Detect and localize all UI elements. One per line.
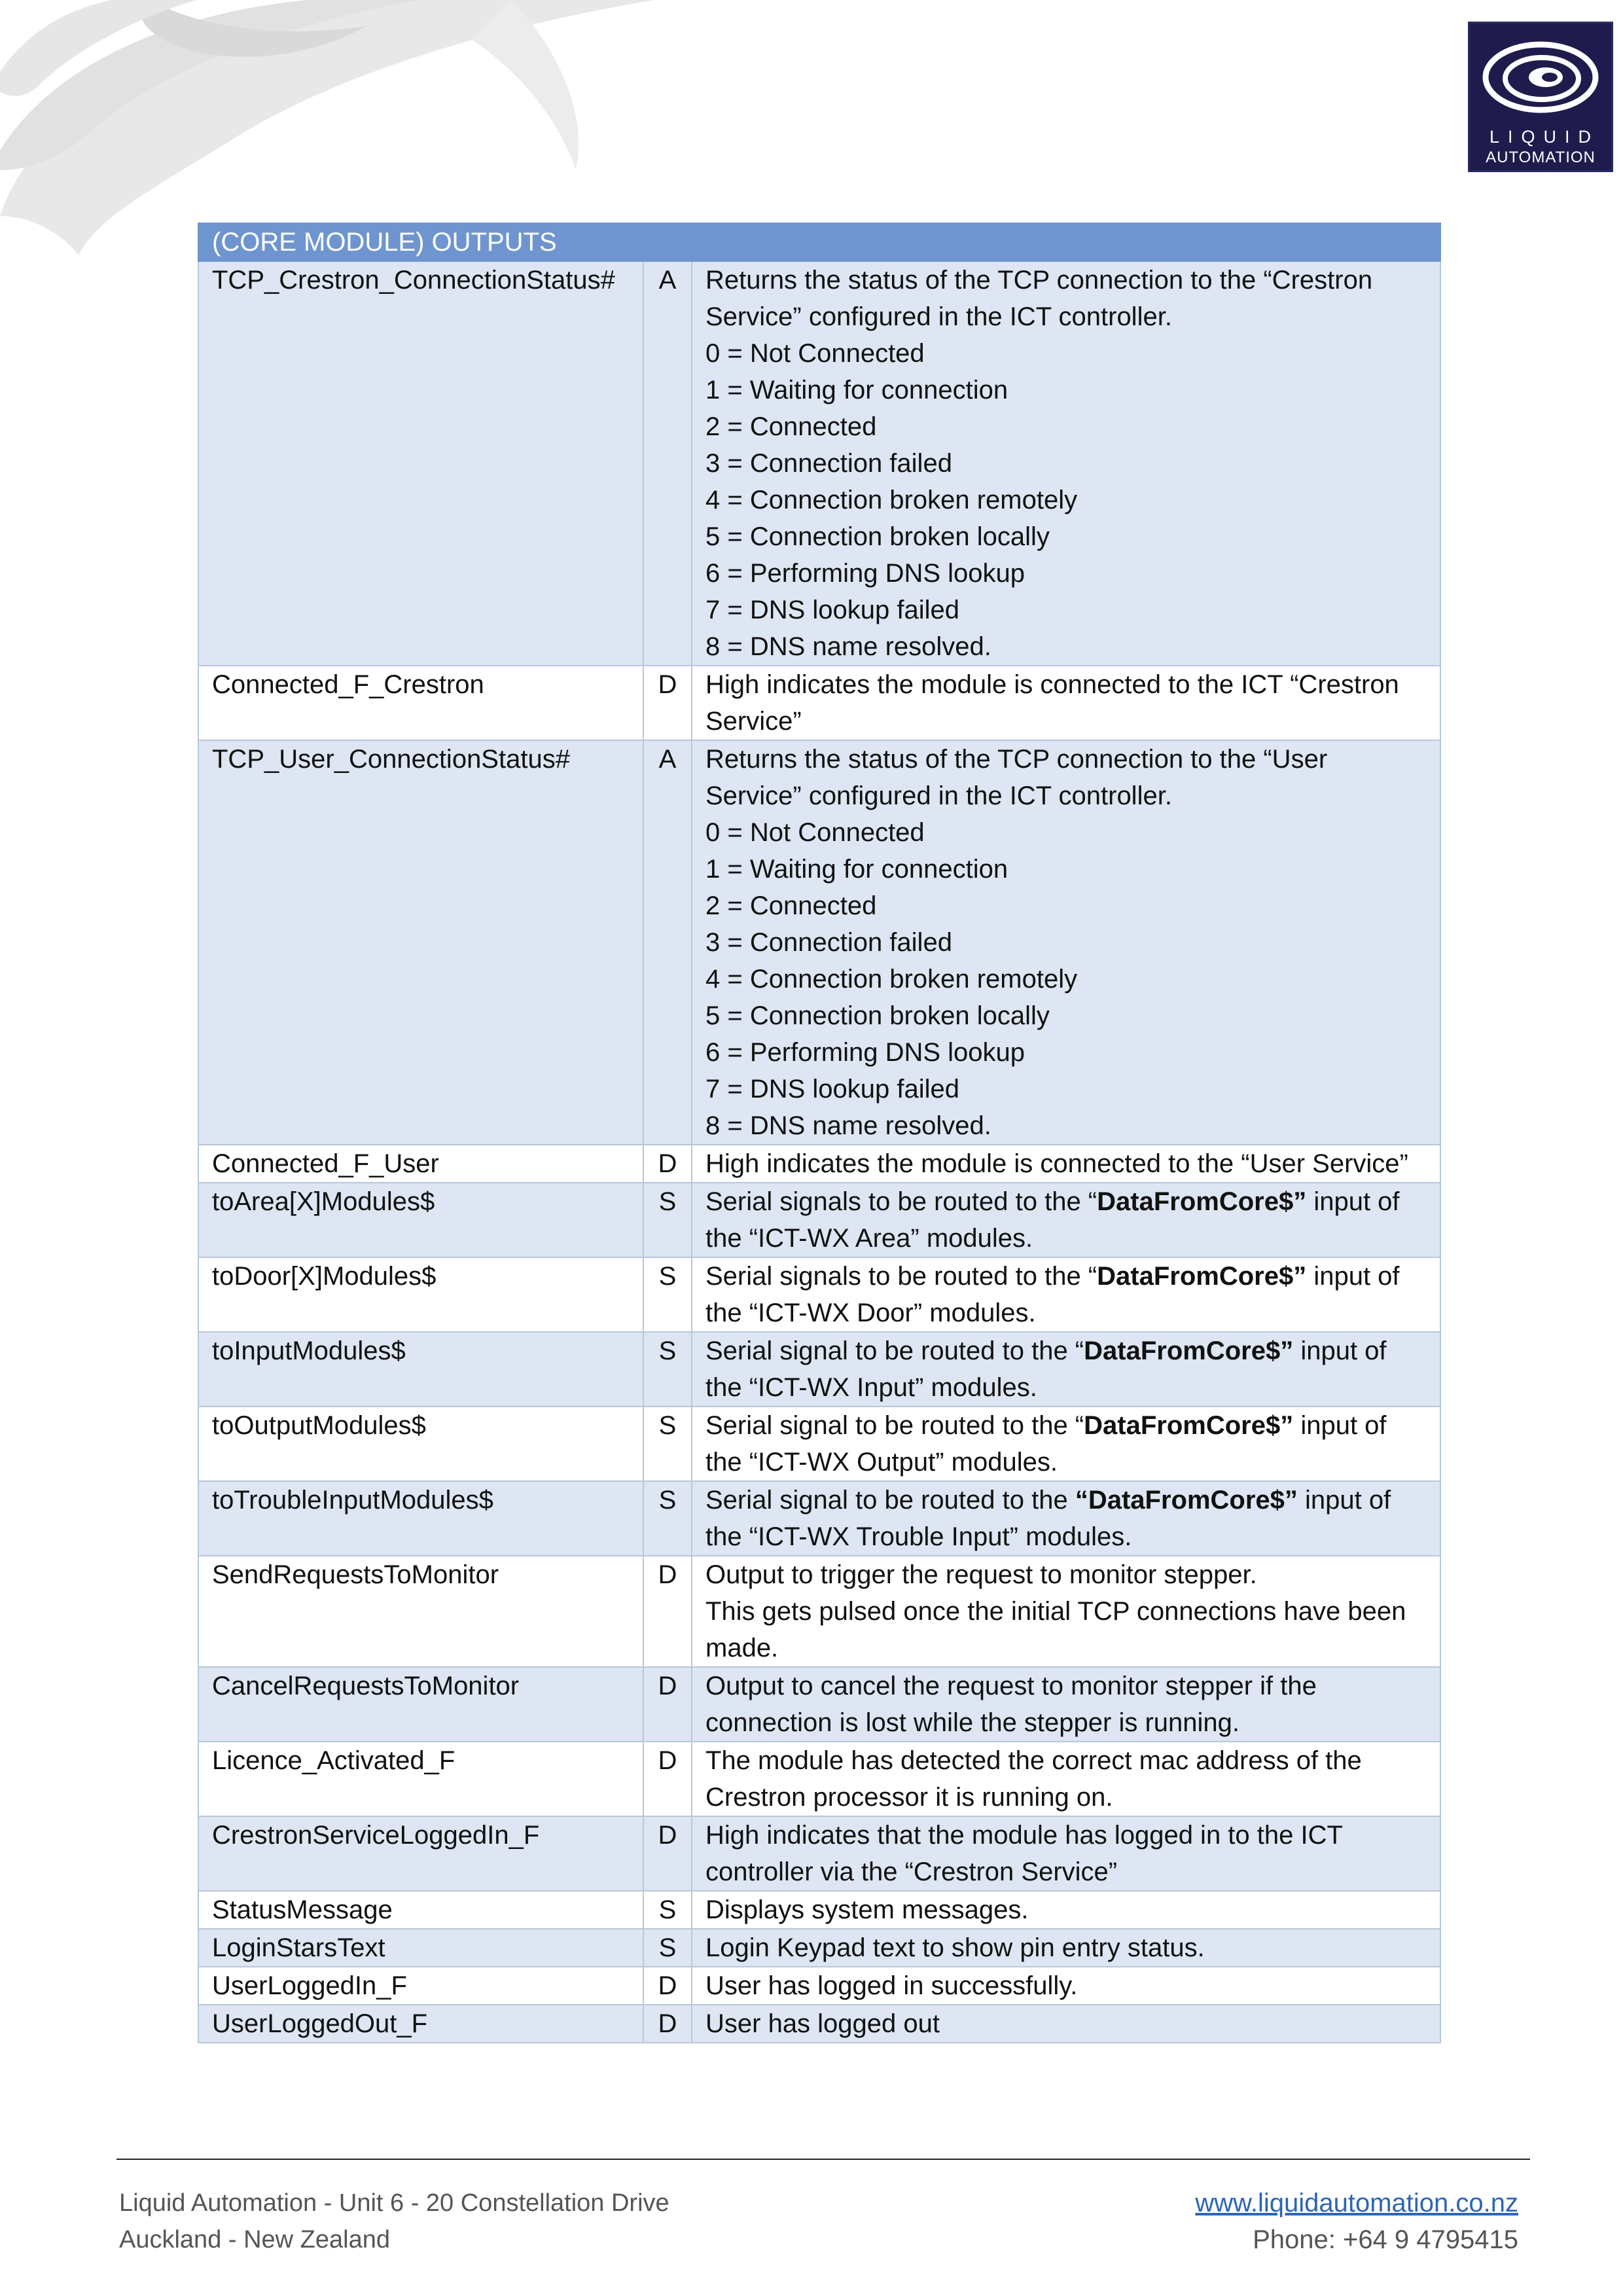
- signal-description: [692, 1816, 1440, 1891]
- signal-name: UserLoggedIn_F: [198, 1967, 643, 2005]
- signal-type: D: [643, 2005, 692, 2043]
- address-line-1: Liquid Automation - Unit 6 - 20 Constellation Drive: [119, 2189, 669, 2217]
- signal-name: CrestronServiceLoggedIn_F: [198, 1816, 643, 1891]
- table-row: [198, 2005, 1440, 2043]
- signal-description: [692, 740, 1440, 1145]
- description-emphasis: DataFromCore$”: [1084, 1336, 1294, 1365]
- signal-description: [692, 666, 1440, 740]
- description-text: input of the “ICT-WX Door” modules.: [705, 1262, 1400, 1327]
- description-text: Serial signal to be routed to the “: [705, 1336, 1084, 1365]
- signal-name: TCP_Crestron_ConnectionStatus#: [198, 261, 643, 666]
- description-line: 0 = Not Connected: [705, 339, 925, 368]
- description-line: Login Keypad text to show pin entry status.: [705, 1933, 1205, 1962]
- table-header-row: [198, 223, 1440, 261]
- signal-description: [692, 1929, 1440, 1967]
- signal-description: [692, 261, 1440, 666]
- description-text: input of the “ICT-WX Input” modules.: [705, 1336, 1387, 1402]
- description-line: The module has detected the correct mac address of the Crestron processor it is running on.: [705, 1746, 1362, 1812]
- signal-type: D: [643, 1556, 692, 1667]
- table-row: [198, 666, 1440, 740]
- signal-description: [692, 1742, 1440, 1816]
- description-line: 2 = Connected: [705, 412, 877, 441]
- table-row: [198, 1556, 1440, 1667]
- description-text: input of the “ICT-WX Output” modules.: [705, 1411, 1387, 1477]
- description-line: User has logged out: [705, 2009, 940, 2038]
- description-line: This gets pulsed once the initial TCP connections have been made.: [705, 1597, 1406, 1662]
- table-row: [198, 1183, 1440, 1257]
- description-line: Returns the status of the TCP connection to the “Crestron Service” configured in the ICT controller.: [705, 266, 1373, 331]
- signal-name: LoginStarsText: [198, 1929, 643, 1967]
- footer-contact: [1195, 2185, 1518, 2258]
- description-line: 7 = DNS lookup failed: [705, 1075, 960, 1103]
- description-line: High indicates the module is connected to the “User Service”: [705, 1149, 1408, 1178]
- description-line: 6 = Performing DNS lookup: [705, 559, 1026, 588]
- signal-name: CancelRequestsToMonitor: [198, 1667, 643, 1742]
- description-line: 8 = DNS name resolved.: [705, 1111, 991, 1140]
- table-row: [198, 1667, 1440, 1742]
- signal-name: StatusMessage: [198, 1891, 643, 1929]
- description-line: User has logged in successfully.: [705, 1971, 1078, 2000]
- signal-name: toArea[X]Modules$: [198, 1183, 643, 1257]
- table-header: (CORE MODULE) OUTPUTS: [198, 223, 1440, 261]
- table-row: [198, 1257, 1440, 1332]
- description-line: Output to cancel the request to monitor stepper if the connection is lost while the stepper is running.: [705, 1672, 1317, 1737]
- signal-type: D: [643, 1145, 692, 1183]
- description-line: Returns the status of the TCP connection to the “User Service” configured in the ICT controller.: [705, 745, 1328, 810]
- signal-name: toInputModules$: [198, 1332, 643, 1407]
- signal-name: toDoor[X]Modules$: [198, 1257, 643, 1332]
- signal-description: [692, 1891, 1440, 1929]
- company-logo: [1468, 22, 1613, 172]
- description-text: input of the “ICT-WX Area” modules.: [705, 1187, 1400, 1253]
- table-row: [198, 1742, 1440, 1816]
- table-row: [198, 1145, 1440, 1183]
- logo-wordmark-top: LIQUID: [1489, 127, 1600, 147]
- logo-wordmark-bottom: AUTOMATION: [1486, 149, 1596, 166]
- signal-type: A: [643, 740, 692, 1145]
- signal-description: [692, 1556, 1440, 1667]
- description-line: 6 = Performing DNS lookup: [705, 1038, 1026, 1067]
- signal-type: A: [643, 261, 692, 666]
- table-row: [198, 1407, 1440, 1481]
- swirl-logo-icon: [1482, 38, 1599, 117]
- description-text: Serial signals to be routed to the “: [705, 1262, 1097, 1291]
- table-row: [198, 1481, 1440, 1556]
- phone-number: Phone: +64 9 4795415: [1253, 2225, 1518, 2254]
- address-line-2: Auckland - New Zealand: [119, 2226, 390, 2253]
- signal-name: TCP_User_ConnectionStatus#: [198, 740, 643, 1145]
- signal-type: D: [643, 1967, 692, 2005]
- signal-description: [692, 1257, 1440, 1332]
- signal-name: UserLoggedOut_F: [198, 2005, 643, 2043]
- description-emphasis: “DataFromCore$”: [1075, 1486, 1298, 1515]
- description-line: 5 = Connection broken locally: [705, 1001, 1050, 1030]
- description-emphasis: DataFromCore$”: [1097, 1262, 1307, 1291]
- signal-type: S: [643, 1407, 692, 1481]
- signal-type: S: [643, 1332, 692, 1407]
- signal-type: D: [643, 1667, 692, 1742]
- description-text: Serial signal to be routed to the: [705, 1486, 1075, 1515]
- signal-description: [692, 2005, 1440, 2043]
- signal-description: [692, 1145, 1440, 1183]
- table-row: [198, 1816, 1440, 1891]
- website-link[interactable]: www.liquidautomation.co.nz: [1195, 2189, 1518, 2217]
- signal-type: D: [643, 1742, 692, 1816]
- description-text: Serial signals to be routed to the “: [705, 1187, 1097, 1216]
- description-line: 1 = Waiting for connection: [705, 855, 1008, 884]
- description-text: input of the “ICT-WX Trouble Input” modules.: [705, 1486, 1391, 1551]
- description-line: 2 = Connected: [705, 891, 877, 920]
- table-row: [198, 261, 1440, 666]
- description-line: Displays system messages.: [705, 1895, 1029, 1924]
- signal-description: [692, 1481, 1440, 1556]
- description-text: Serial signal to be routed to the “: [705, 1411, 1084, 1440]
- footer-address: [119, 2185, 669, 2258]
- description-line: 8 = DNS name resolved.: [705, 632, 991, 661]
- signal-name: SendRequestsToMonitor: [198, 1556, 643, 1667]
- signal-type: S: [643, 1929, 692, 1967]
- signal-description: [692, 1332, 1440, 1407]
- table-row: [198, 1967, 1440, 2005]
- description-line: 3 = Connection failed: [705, 928, 952, 957]
- signal-type: S: [643, 1257, 692, 1332]
- table-row: [198, 1891, 1440, 1929]
- description-line: 4 = Connection broken remotely: [705, 486, 1078, 514]
- footer-divider: [116, 2159, 1530, 2160]
- outputs-table: [198, 223, 1441, 2043]
- table-row: [198, 1332, 1440, 1407]
- table-row: [198, 740, 1440, 1145]
- signal-description: [692, 1667, 1440, 1742]
- signal-name: toTroubleInputModules$: [198, 1481, 643, 1556]
- description-line: 5 = Connection broken locally: [705, 522, 1050, 551]
- signal-type: D: [643, 1816, 692, 1891]
- signal-type: S: [643, 1183, 692, 1257]
- description-emphasis: DataFromCore$”: [1097, 1187, 1307, 1216]
- signal-name: Licence_Activated_F: [198, 1742, 643, 1816]
- description-line: 3 = Connection failed: [705, 449, 952, 478]
- signal-name: Connected_F_Crestron: [198, 666, 643, 740]
- signal-description: [692, 1183, 1440, 1257]
- description-line: Output to trigger the request to monitor stepper.: [705, 1560, 1257, 1589]
- description-line: 4 = Connection broken remotely: [705, 965, 1078, 994]
- description-line: 0 = Not Connected: [705, 818, 925, 847]
- description-emphasis: DataFromCore$”: [1084, 1411, 1294, 1440]
- description-line: High indicates that the module has logged in to the ICT controller via the “Crestron Service”: [705, 1821, 1343, 1886]
- description-line: High indicates the module is connected to the ICT “Crestron Service”: [705, 670, 1399, 736]
- description-line: 7 = DNS lookup failed: [705, 596, 960, 624]
- signal-type: S: [643, 1481, 692, 1556]
- table-body: [198, 261, 1440, 2043]
- signal-name: Connected_F_User: [198, 1145, 643, 1183]
- signal-description: [692, 1967, 1440, 2005]
- table-row: [198, 1929, 1440, 1967]
- signal-name: toOutputModules$: [198, 1407, 643, 1481]
- signal-description: [692, 1407, 1440, 1481]
- signal-type: S: [643, 1891, 692, 1929]
- signal-type: D: [643, 666, 692, 740]
- description-line: 1 = Waiting for connection: [705, 376, 1008, 404]
